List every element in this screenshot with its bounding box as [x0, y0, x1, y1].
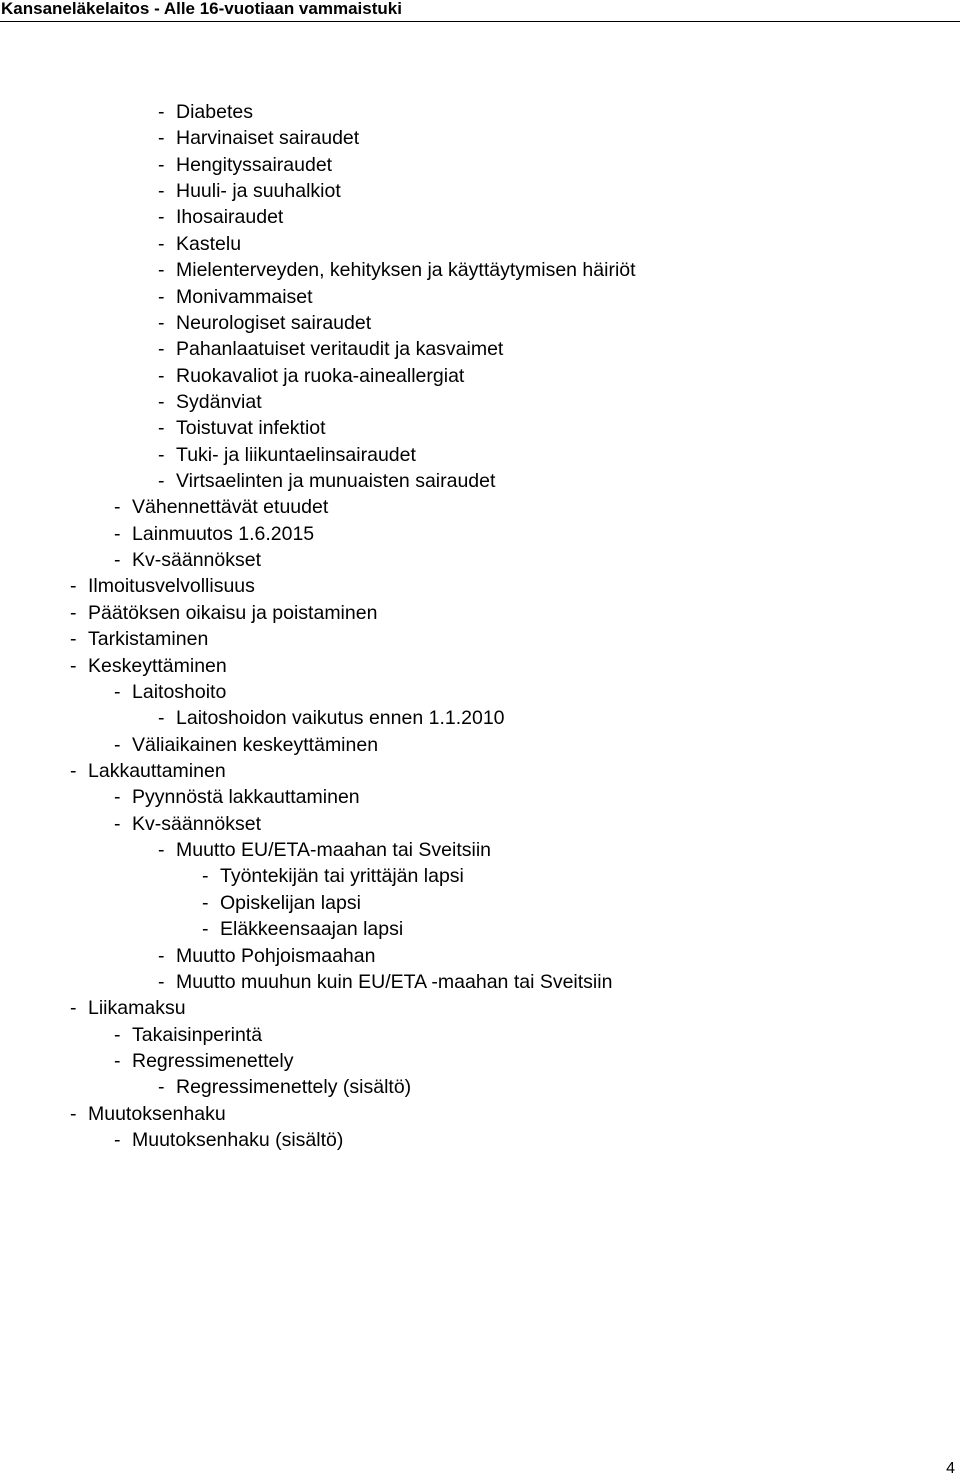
toc-item-label: Ilmoitusvelvollisuus [88, 575, 255, 598]
list-bullet-dash: - [114, 786, 121, 809]
toc-item-label: Tarkistaminen [88, 628, 209, 651]
toc-item[interactable] [0, 679, 960, 705]
list-bullet-dash: - [158, 338, 165, 361]
toc-item-label: Takaisinperintä [132, 1023, 263, 1046]
toc-item[interactable] [0, 1127, 960, 1153]
toc-item-label: Regressimenettely [132, 1049, 294, 1072]
list-bullet-dash: - [158, 311, 165, 334]
list-bullet-dash: - [70, 575, 77, 598]
toc-item-label: Muutoksenhaku (sisältö) [132, 1129, 344, 1152]
toc-item[interactable] [0, 521, 960, 547]
toc-item[interactable] [0, 784, 960, 810]
toc-item[interactable] [0, 204, 960, 230]
toc-item[interactable] [0, 257, 960, 283]
toc-item-label: Keskeyttäminen [88, 654, 227, 677]
list-bullet-dash: - [158, 127, 165, 150]
list-bullet-dash: - [114, 1049, 121, 1072]
toc-item-label: Lainmuutos 1.6.2015 [132, 522, 315, 545]
toc-item[interactable] [0, 1048, 960, 1074]
toc-item-label: Kv-säännökset [132, 549, 261, 572]
list-bullet-dash: - [158, 206, 165, 229]
table-of-contents [0, 99, 960, 1153]
list-bullet-dash: - [158, 944, 165, 967]
toc-item[interactable] [0, 1022, 960, 1048]
toc-item[interactable] [0, 415, 960, 441]
toc-item[interactable] [0, 547, 960, 573]
toc-item-label: Huuli- ja suuhalkiot [176, 180, 341, 203]
toc-item[interactable] [0, 152, 960, 178]
list-bullet-dash: - [70, 997, 77, 1020]
list-bullet-dash: - [70, 654, 77, 677]
toc-item[interactable] [0, 1074, 960, 1100]
toc-item-label: Neurologiset sairaudet [176, 311, 372, 334]
list-bullet-dash: - [158, 970, 165, 993]
toc-item-label: Tuki- ja liikuntaelinsairaudet [176, 443, 416, 466]
toc-item-label: Väliaikainen keskeyttäminen [132, 733, 379, 756]
toc-item-label: Monivammaiset [176, 285, 313, 308]
list-bullet-dash: - [158, 180, 165, 203]
list-bullet-dash: - [114, 496, 121, 519]
toc-item[interactable] [0, 995, 960, 1021]
toc-item[interactable] [0, 231, 960, 257]
list-bullet-dash: - [70, 601, 77, 624]
toc-item-label: Opiskelijan lapsi [220, 891, 361, 914]
toc-item-label: Muutto muuhun kuin EU/ETA -maahan tai Sveitsiin [176, 970, 613, 993]
toc-item[interactable] [0, 573, 960, 599]
toc-item-label: Diabetes [176, 101, 253, 123]
toc-item-label: Pyynnöstä lakkauttaminen [132, 786, 360, 809]
toc-item-label: Päätöksen oikaisu ja poistaminen [88, 601, 378, 624]
toc-item[interactable] [0, 442, 960, 468]
toc-item[interactable] [0, 1101, 960, 1127]
list-bullet-dash: - [158, 470, 165, 493]
toc-item-label: Eläkkeensaajan lapsi [220, 918, 404, 941]
list-bullet-dash: - [114, 549, 121, 572]
toc-item[interactable] [0, 310, 960, 336]
toc-item-label: Ruokavaliot ja ruoka-aineallergiat [176, 364, 465, 387]
toc-item[interactable] [0, 494, 960, 520]
toc-item-label: Työntekijän tai yrittäjän lapsi [220, 865, 464, 888]
list-bullet-dash: - [158, 285, 165, 308]
toc-item-label: Hengityssairaudet [176, 153, 333, 176]
list-bullet-dash: - [70, 1102, 77, 1125]
toc-item[interactable] [0, 178, 960, 204]
toc-item[interactable] [0, 863, 960, 889]
toc-item[interactable] [0, 653, 960, 679]
list-bullet-dash: - [158, 232, 165, 255]
list-bullet-dash: - [202, 891, 209, 914]
toc-item-label: Muutto EU/ETA-maahan tai Sveitsiin [176, 839, 492, 862]
list-bullet-dash: - [114, 522, 121, 545]
list-bullet-dash: - [158, 259, 165, 282]
toc-item[interactable] [0, 705, 960, 731]
toc-item[interactable] [0, 943, 960, 969]
toc-item[interactable] [0, 284, 960, 310]
toc-item-label: Ihosairaudet [176, 206, 284, 229]
list-bullet-dash: - [202, 918, 209, 941]
list-bullet-dash: - [70, 759, 77, 782]
toc-item-label: Kastelu [176, 232, 242, 255]
toc-item[interactable] [0, 468, 960, 494]
list-bullet-dash: - [114, 812, 121, 835]
toc-item-label: Toistuvat infektiot [176, 417, 326, 440]
list-bullet-dash: - [158, 153, 165, 176]
toc-item[interactable] [0, 336, 960, 362]
toc-item[interactable] [0, 626, 960, 652]
toc-item[interactable] [0, 916, 960, 942]
document-header-title: Kansaneläkelaitos - Alle 16-vuotiaan vammaistuki [1, 0, 402, 18]
list-bullet-dash: - [114, 1023, 121, 1046]
list-bullet-dash: - [158, 364, 165, 387]
toc-item[interactable] [0, 969, 960, 995]
toc-item-label: Muutoksenhaku [88, 1102, 226, 1125]
toc-item-label: Laitoshoidon vaikutus ennen 1.1.2010 [176, 707, 505, 730]
list-bullet-dash: - [114, 680, 121, 703]
list-bullet-dash: - [158, 1076, 165, 1099]
toc-item-label: Pahanlaatuiset veritaudit ja kasvaimet [176, 338, 504, 361]
toc-item-label: Liikamaksu [88, 997, 186, 1020]
toc-item-label: Sydänviat [176, 390, 262, 413]
list-bullet-dash: - [158, 417, 165, 440]
list-bullet-dash: - [114, 733, 121, 756]
list-bullet-dash: - [158, 101, 165, 123]
toc-item[interactable] [0, 758, 960, 784]
list-bullet-dash: - [158, 707, 165, 730]
toc-item-label: Mielenterveyden, kehityksen ja käyttäytymisen häiriöt [176, 259, 636, 282]
header-divider [0, 21, 960, 22]
toc-item[interactable] [0, 125, 960, 151]
toc-item-label: Laitoshoito [132, 680, 227, 703]
toc-item[interactable] [0, 600, 960, 626]
list-bullet-dash: - [202, 865, 209, 888]
toc-item-label: Kv-säännökset [132, 812, 261, 835]
list-bullet-dash: - [158, 443, 165, 466]
toc-item[interactable] [0, 363, 960, 389]
list-bullet-dash: - [114, 1129, 121, 1152]
list-bullet-dash: - [158, 390, 165, 413]
toc-item[interactable] [0, 890, 960, 916]
toc-item-label: Vähennettävät etuudet [132, 496, 329, 519]
toc-item-label: Harvinaiset sairaudet [176, 127, 360, 150]
toc-item[interactable] [0, 732, 960, 758]
toc-item-label: Virtsaelinten ja munuaisten sairaudet [176, 470, 496, 493]
toc-item-label: Muutto Pohjoismaahan [176, 944, 376, 967]
toc-item-label: Lakkauttaminen [88, 759, 226, 782]
list-bullet-dash: - [70, 628, 77, 651]
toc-item[interactable] [0, 389, 960, 415]
page-number: 4 [946, 1460, 955, 1477]
toc-item[interactable] [0, 837, 960, 863]
toc-item-label: Regressimenettely (sisältö) [176, 1076, 412, 1099]
toc-item[interactable] [0, 811, 960, 837]
toc-item[interactable] [0, 99, 960, 125]
list-bullet-dash: - [158, 839, 165, 862]
